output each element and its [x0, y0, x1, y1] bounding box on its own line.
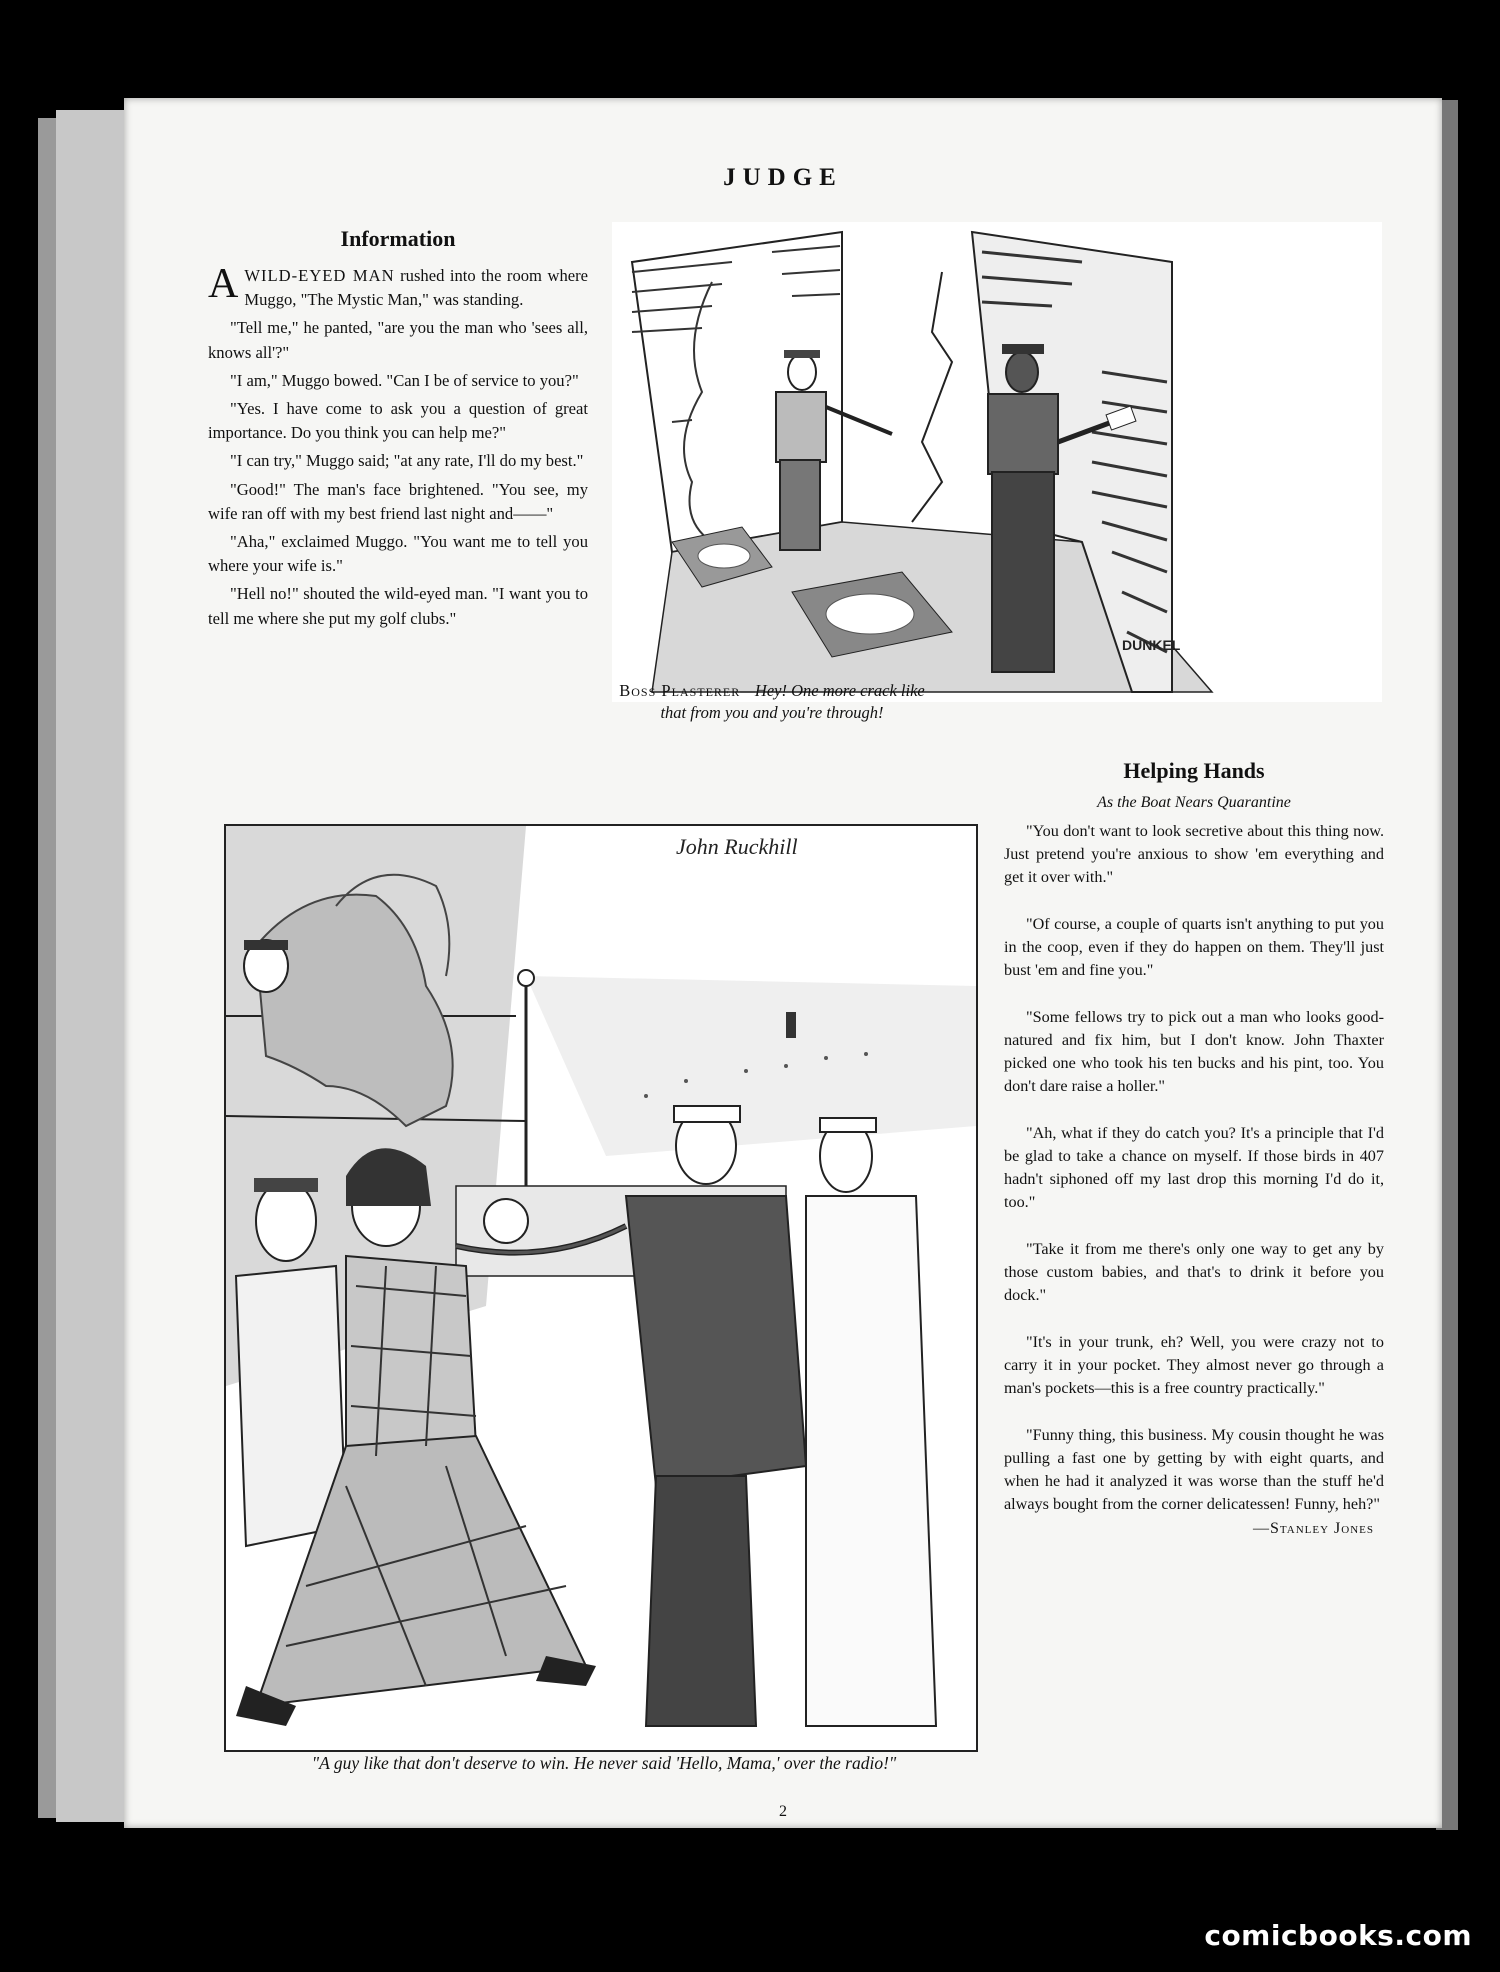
- lead-small-caps: WILD-EYED MAN: [244, 266, 395, 285]
- information-body: [208, 261, 588, 631]
- race-caption: "A guy like that don't deserve to win. He never said 'Hello, Mama,' over the radio!": [311, 1753, 897, 1773]
- information-p8: "Hell no!" shouted the wild-eyed man. "I want you to tell me where she put my golf clubs.": [208, 584, 588, 628]
- masthead: JUDGE: [723, 164, 843, 191]
- plasterer-illustration: [612, 222, 1382, 702]
- helping-hands-article: [1004, 758, 1384, 1538]
- information-p1: rushed into the room where Muggo, "The Mystic Man," was standing.: [244, 266, 588, 310]
- helping-p3: "Some fellows try to pick out a man who looks good-natured and fix him, but I don't know. John Thaxter picked one who took his ten bucks and his pint, too. You don't dare raise a holler.": [1004, 1008, 1384, 1095]
- helping-p7: "Funny thing, this business. My cousin thought he was pulling a fast one by getting by with eight quarts, and when he had it analyzed it was worse than the stuff he'd always bought from the corner delicatessen! Funny, heh?": [1004, 1426, 1384, 1513]
- watermark: comicbooks.com: [1204, 1919, 1472, 1952]
- information-p3: "I am," Muggo bowed. "Can I be of service to you?": [230, 370, 579, 390]
- information-p2: "Tell me," he panted, "are you the man who 'sees all, knows all'?": [208, 318, 588, 362]
- caption-text: —Hey! One more crack like that from you and you're through!: [660, 681, 925, 722]
- helping-p1: "You don't want to look secretive about this thing now. Just pretend you're anxious to show 'em everything and get it over with.": [1004, 822, 1384, 886]
- helping-p6: "It's in your trunk, eh? Well, you were crazy not to carry it in your pocket. They almost never go through a man's pockets—this is a free country practically.": [1004, 1333, 1384, 1397]
- magazine-page: [124, 98, 1442, 1828]
- plasterer-cartoon: [612, 222, 1382, 702]
- cartoon1-signature: DUNKEL: [1122, 637, 1181, 653]
- information-p6: "Good!" The man's face brightened. "You see, my wife ran off with my best friend last night and——": [208, 479, 588, 523]
- drop-cap: A: [208, 261, 239, 307]
- information-title: Information: [340, 226, 456, 251]
- plasterer-caption: [612, 680, 932, 724]
- helping-title: Helping Hands: [1123, 758, 1265, 783]
- helping-p2: "Of course, a couple of quarts isn't anything to put you in the coop, even if they do happen on them. They'll just bust 'em and fine you.": [1004, 915, 1384, 979]
- page-number: 2: [779, 1803, 787, 1820]
- information-p4: "Yes. I have come to ask you a question of great importance. Do you think you can help me?": [208, 399, 588, 443]
- race-cartoon: [224, 824, 978, 1752]
- race-illustration: [226, 826, 976, 1750]
- information-article: [208, 226, 588, 635]
- helping-subtitle: As the Boat Nears Quarantine: [1097, 794, 1291, 811]
- right-spectator: [806, 1118, 936, 1726]
- helping-p4: "Ah, what if they do catch you? It's a principle that I'd be glad to take a chance on myself. If those birds in 407 hadn't siphoned off my last drop this morning I'd do it, too.": [1004, 1124, 1384, 1211]
- information-p5: "I can try," Muggo said; "at any rate, I'll do my best.": [230, 451, 584, 471]
- helping-p5: "Take it from me there's only one way to get any by those custom babies, and that's to drink it before you dock.": [1004, 1240, 1384, 1304]
- helping-body: [1004, 820, 1384, 1516]
- caption-speaker: Boss Plasterer: [619, 681, 741, 700]
- information-paragraph: [208, 261, 588, 312]
- cartoon2-signature: John Ruckhill: [676, 834, 798, 859]
- information-p7: "Aha," exclaimed Muggo. "You want me to tell you where your wife is.": [208, 532, 588, 576]
- helping-byline: —Stanley Jones: [1253, 1520, 1374, 1537]
